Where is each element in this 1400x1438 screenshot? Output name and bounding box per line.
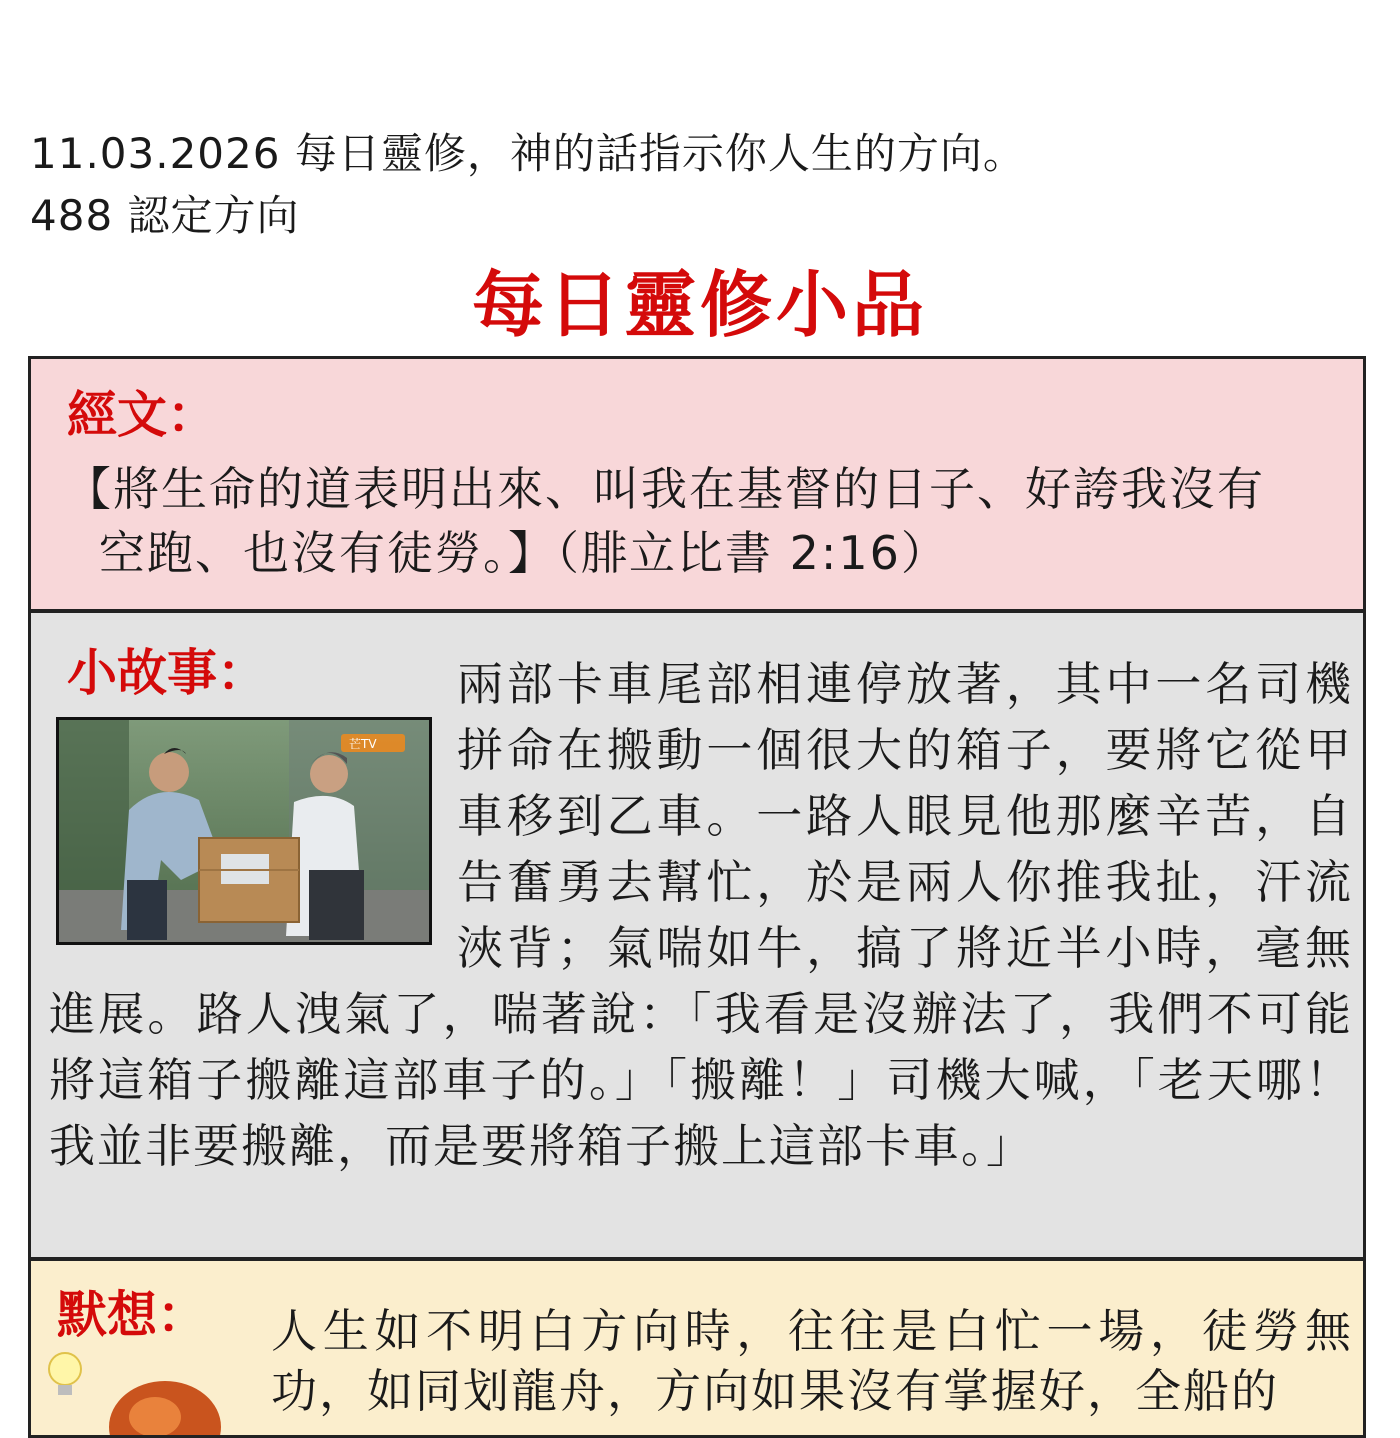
reflection-heading: 默想： [57, 1286, 207, 1344]
story-photo [56, 717, 432, 945]
scripture-heading: 經文： [67, 386, 217, 444]
reflection-panel [28, 1258, 1366, 1438]
devotion-number-title: 488 認定方向 [30, 191, 300, 240]
date-header: 11.03.2026 每日靈修，神的話指示你人生的方向。 [30, 129, 1026, 178]
scripture-line-1: 【將生命的道表明出來、叫我在基督的日子、好誇我沒有 [65, 462, 1265, 516]
scripture-verse [65, 457, 1355, 585]
story-heading: 小故事： [67, 644, 267, 702]
photo-two-men-moving-box-icon [59, 720, 429, 942]
mascot-icon [75, 1357, 225, 1438]
scripture-line-2: 空跑、也沒有徒勞。】（腓立比書 2:16） [99, 526, 949, 580]
photo-watermark: 芒TV [349, 737, 377, 751]
reflection-body [49, 1301, 1353, 1421]
reflection-text: 人生如不明白方向時，往往是白忙一場，徒勞無功，如同划龍舟，方向如果沒有掌握好，全船的 [271, 1304, 1353, 1418]
scripture-panel [28, 356, 1366, 612]
story-text: 兩部卡車尾部相連停放著，其中一名司機拼命在搬動一個很大的箱子，要將它從甲車移到乙車。一路人眼見他那麼辛苦，自告奮勇去幫忙，於是兩人你推我扯，汗流浹背；氣喘如牛，搞了將近半小時，毫無進展。路人洩氣了，喘著說：「我看是沒辦法了，我們不可能將這箱子搬離這部車子的。」「搬離！」司機大喊，「老天哪！我並非要搬離，而是要將箱子搬上這部卡車。」 [49, 657, 1353, 1173]
story-panel [28, 610, 1366, 1260]
page-title: 每日靈修小品 [471, 263, 928, 347]
